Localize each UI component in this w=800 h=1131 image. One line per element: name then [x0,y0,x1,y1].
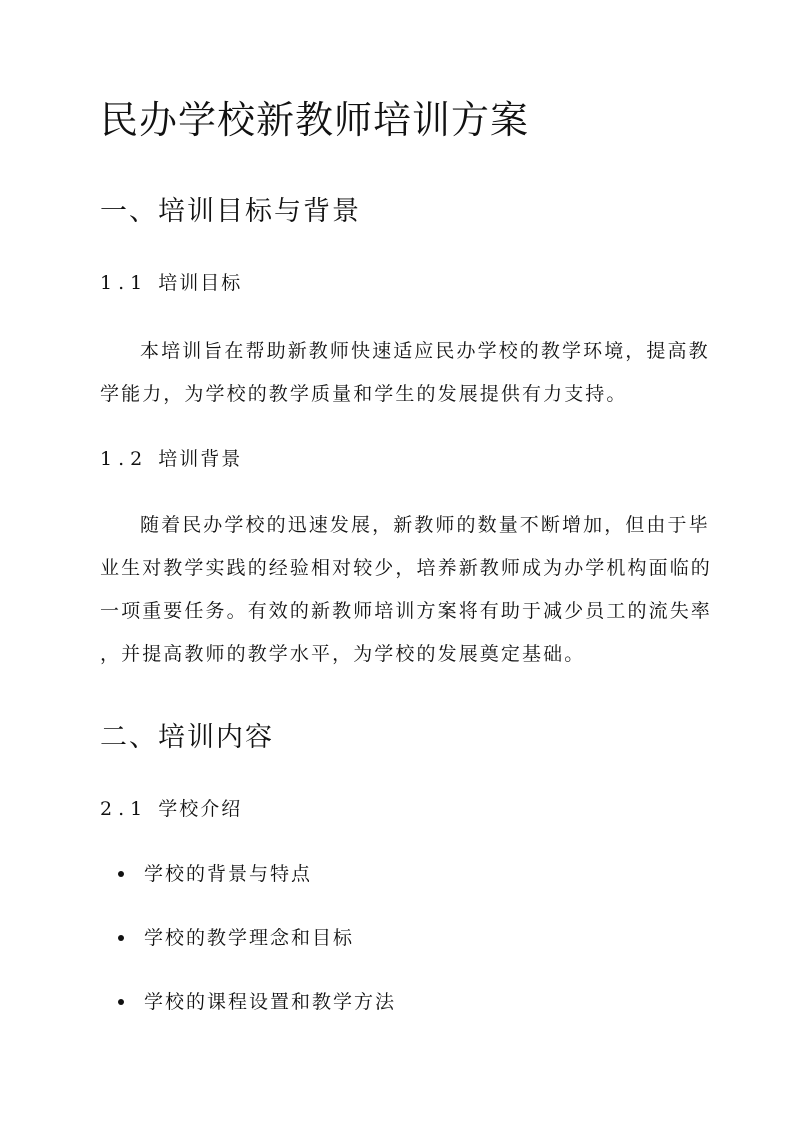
subsection-number: 1.2 [100,448,149,470]
subsection-number: 1.1 [100,272,149,294]
school-intro-list [118,852,396,1044]
paragraph-training-goal [100,330,710,416]
list-item [118,852,396,916]
paragraph-line: ，并提高教师的教学水平，为学校的发展奠定基础。 [100,643,586,665]
subsection-heading-1-1 [100,268,242,298]
paragraph-training-background [100,504,712,676]
bullet-icon [118,935,124,941]
paragraph-line: 学能力，为学校的教学质量和学生的发展提供有力支持。 [100,383,628,405]
list-item-text: 学校的课程设置和教学方法 [144,991,397,1013]
subsection-heading-1-2 [100,444,242,474]
paragraph-line: 本培训旨在帮助新教师快速适应民办学校的教学环境，提高教 [140,340,710,362]
bullet-icon [118,999,124,1005]
list-item-text: 学校的教学理念和目标 [144,927,355,949]
subsection-heading-2-1 [100,794,242,824]
subsection-number: 2.1 [100,798,149,820]
paragraph-line: 一项重要任务。有效的新教师培训方案将有助于减少员工的流失率 [100,600,712,622]
subsection-title: 学校介绍 [158,798,243,820]
section-heading-1: 一、培训目标与背景 [100,196,361,227]
subsection-title: 培训目标 [158,272,243,294]
section-heading-2: 二、培训内容 [100,722,274,753]
paragraph-line: 随着民办学校的迅速发展，新教师的数量不断增加，但由于毕 [140,514,710,536]
list-item [118,916,396,980]
list-item [118,980,396,1044]
bullet-icon [118,871,124,877]
list-item-text: 学校的背景与特点 [144,863,313,885]
subsection-title: 培训背景 [158,448,243,470]
document-title: 民办学校新教师培训方案 [100,98,530,142]
paragraph-line: 业生对教学实践的经验相对较少，培养新教师成为办学机构面临的 [100,557,712,579]
